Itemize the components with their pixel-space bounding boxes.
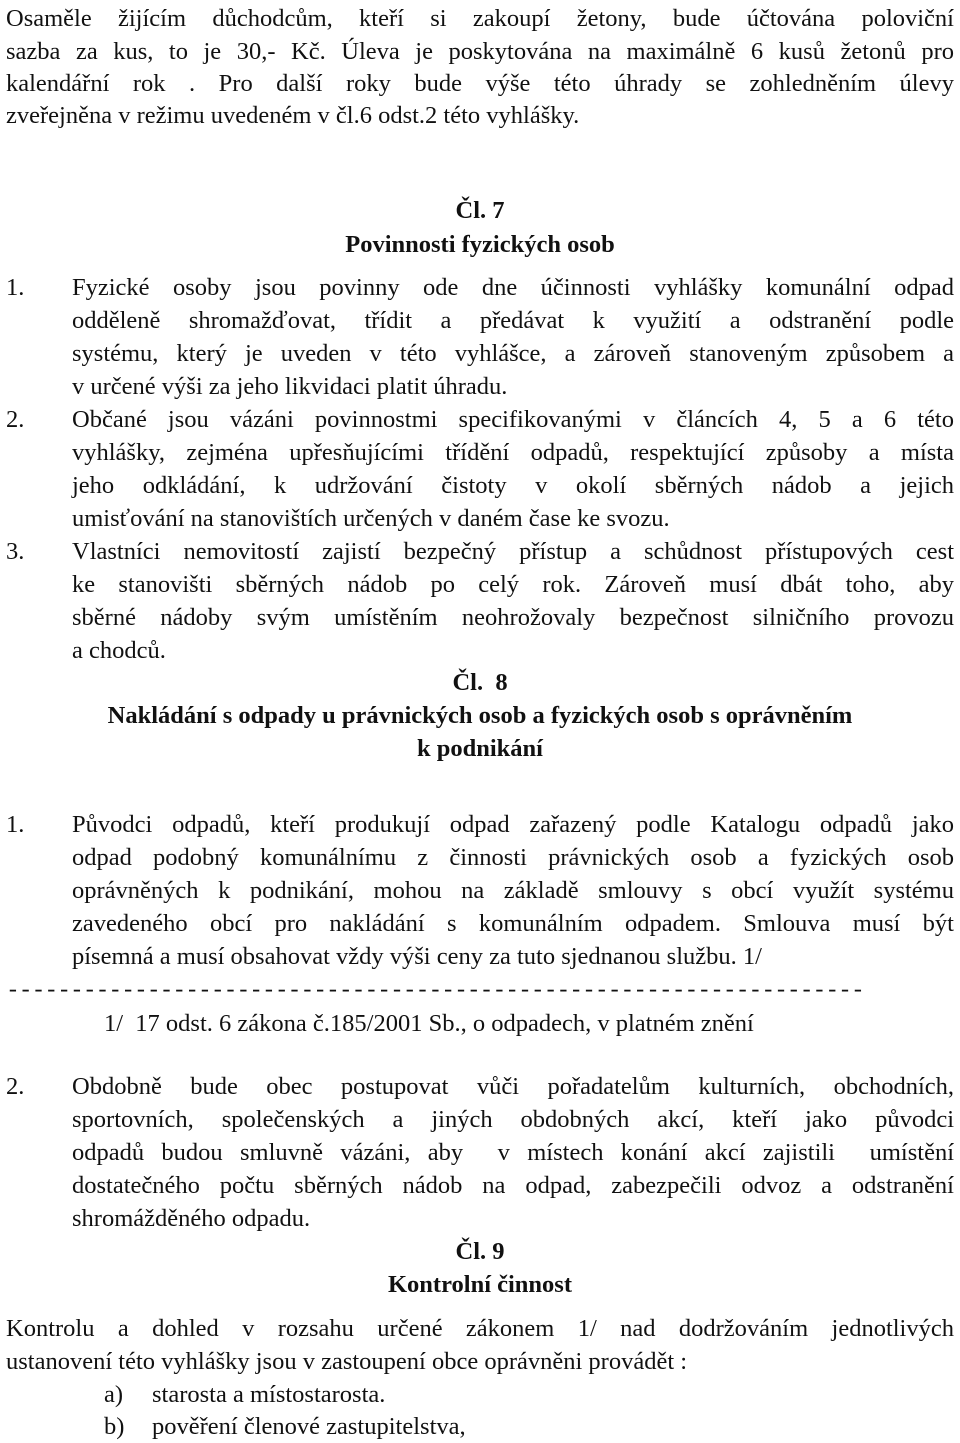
item-number: 2. [6,1073,25,1100]
text-line: Kontrolu a dohled v rozsahu určené zákonem 1/ nad dodržováním jednotlivých [6,1315,954,1342]
text-line: ke stanovišti sběrných nádob po celý rok. Zároveň musí dbát toho, aby [72,571,954,598]
text-line: umisťování na stanovištích určených v daném čase ke svozu. [72,505,670,532]
text-line: shromážděného odpadu. [72,1205,311,1232]
list-item-text: pověření členové zastupitelstva, [152,1413,466,1440]
text-line: zveřejněna v režimu uvedeném v čl.6 odst.2 této vyhlášky. [6,102,580,129]
text-line: písemná a musí obsahovat vždy výši ceny za tuto sjednanou službu. 1/ [72,943,762,970]
article-title: Nakládání s odpady u právnických osob a fyzických osob s oprávněním [107,702,853,729]
text-line: dostatečného počtu sběrných nádob na odpad, zabezpečili odvoz a odstranění [72,1172,954,1199]
item-label: a) [104,1381,124,1408]
text-line: sportovních, společenských a jiných obdobných akcí, kteří jako původci [72,1106,954,1133]
item-number: 2. [6,406,25,433]
text-line: systému, který je uveden v této vyhlášce, a zároveň stanoveným způsobem a [72,340,954,367]
text-line: Původci odpadů, kteří produkují odpad zařazený podle Katalogu odpadů jako [72,811,954,838]
text-line: odpadů budou smluvně vázáni, aby v místech konání akcí zajistili umístění [72,1139,954,1166]
text-line: oprávněných k podnikání, mohou na základě smlouvy s obcí využít systému [72,877,954,904]
item-number: 1. [6,274,25,301]
item-number: 1. [6,811,25,838]
article-title: Kontrolní činnost [387,1271,572,1298]
list-item-text: starosta a místostarosta. [152,1381,386,1408]
text-line: sběrné nádoby svým umístěním neohrožovaly bezpečnost silničního provozu [72,604,954,631]
article-heading: Čl. 9 [455,1238,505,1265]
item-label: b) [104,1413,125,1440]
article-heading: Čl. 8 [452,669,508,696]
text-line: Fyzické osoby jsou povinny ode dne účinnosti vyhlášky komunální odpad [72,274,954,301]
footnote: 1/ 17 odst. 6 zákona č.185/2001 Sb., o odpadech, v platném znění [104,1010,754,1037]
text-line: odděleně shromažďovat, třídit a předávat k využití a odstranění podle [72,307,954,334]
text-line: Vlastníci nemovitostí zajistí bezpečný přístup a schůdnost přístupových cest [72,538,954,565]
text-line: zavedeného obcí pro nakládání s komunálním odpadem. Smlouva musí být [72,910,954,937]
text-line: vyhlášky, zejména upřesňujícími třídění odpadů, respektující způsoby a místa [72,439,954,466]
article-title: Povinnosti fyzických osob [345,231,615,258]
text-line: v určené výši za jeho likvidaci platit úhradu. [72,373,508,400]
article-heading: Čl. 7 [455,197,505,224]
text-line: kalendářní rok . Pro další roky bude výše této úhrady se zohledněním úlevy [6,70,954,97]
article-title: k podnikání [417,735,543,762]
footnote-separator: ------------------------------------------------------------------- [6,978,864,1004]
text-line: Obdobně bude obec postupovat vůči pořadatelům kulturních, obchodních, [72,1073,954,1100]
text-line: ustanovení této vyhlášky jsou v zastoupení obce oprávněni provádět : [6,1348,688,1375]
text-line: Občané jsou vázáni povinnostmi specifikovanými v článcích 4, 5 a 6 této [72,406,954,433]
text-line: a chodců. [72,637,166,664]
text-line: Osaměle žijícím důchodcům, kteří si zakoupí žetony, bude účtována poloviční [6,5,954,32]
item-number: 3. [6,538,25,565]
text-line: jeho odkládání, k udržování čistoty v okolí sběrných nádob a jejich [72,472,954,499]
text-line: sazba za kus, to je 30,- Kč. Úleva je poskytována na maximálně 6 kusů žetonů pro [6,38,954,65]
text-line: odpad podobný komunálnímu z činnosti právnických osob a fyzických osob [72,844,954,871]
